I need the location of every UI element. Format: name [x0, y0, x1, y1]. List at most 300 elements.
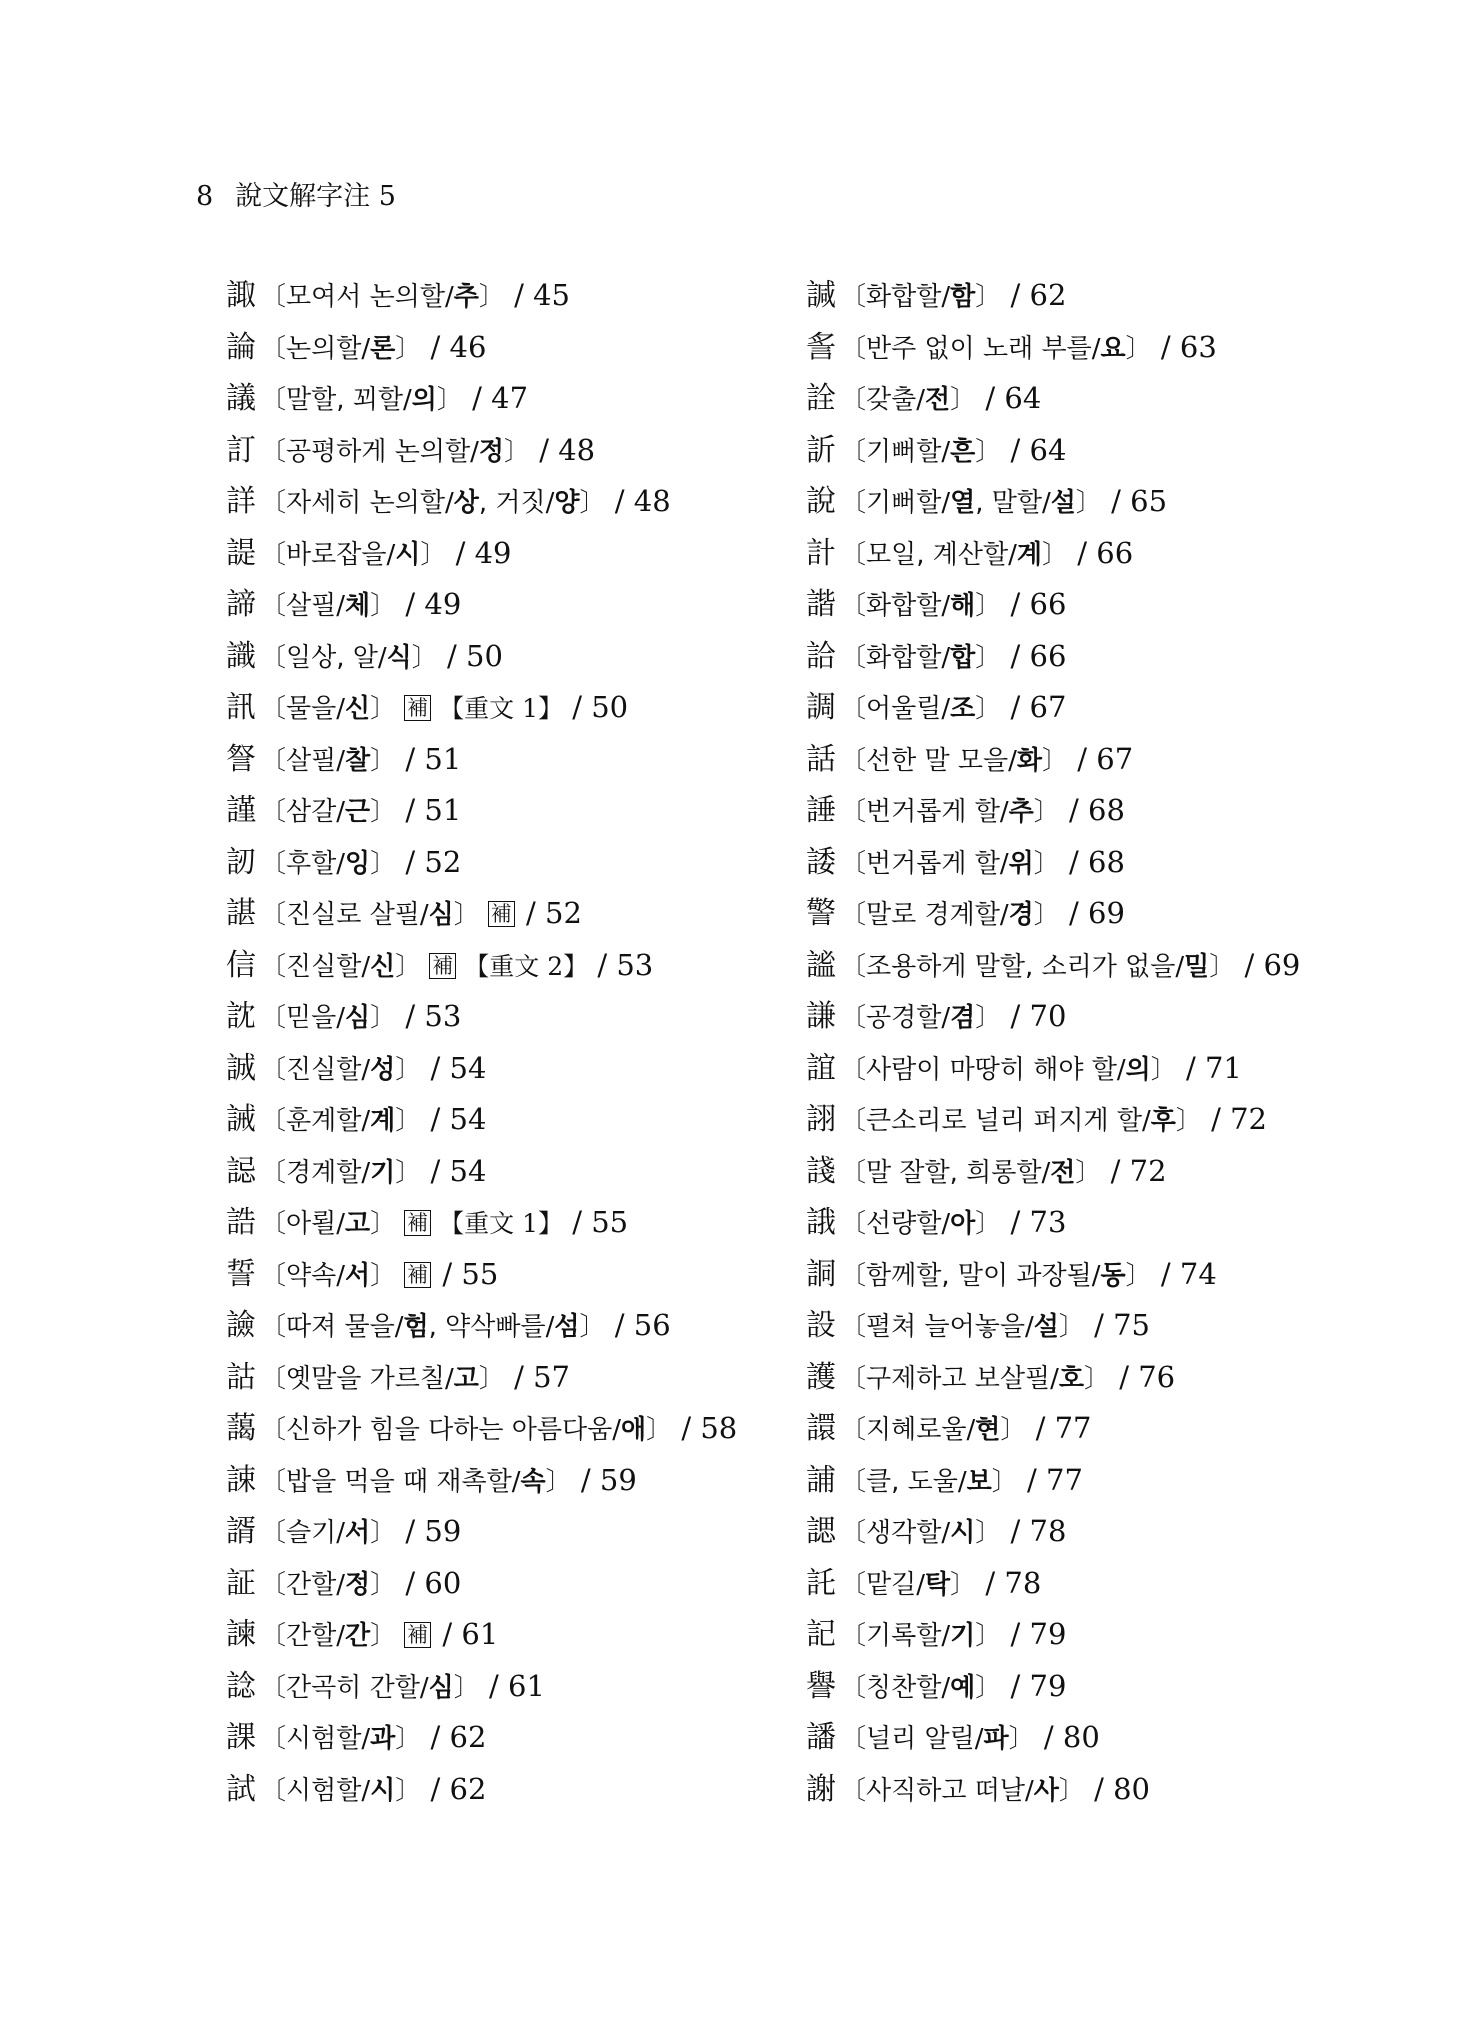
reading-text: 겸 [950, 1003, 976, 1033]
page-ref-number: 80 [1113, 1771, 1151, 1806]
page-ref-number: 59 [424, 1514, 462, 1548]
reading-text: 기 [950, 1621, 976, 1651]
index-entry [226, 1764, 737, 1816]
entry-character: 試 [226, 1771, 256, 1807]
entry-character: 諫 [226, 1617, 256, 1652]
index-entry [806, 476, 1300, 528]
index-entry [226, 425, 737, 477]
entry-character: 謐 [806, 947, 836, 983]
entry-character: 諗 [226, 1668, 256, 1704]
entry-character: 詧 [226, 741, 256, 777]
entry-gloss: 〔클, 도울/보〕 [840, 1466, 1018, 1497]
page-ref: / 67 [1001, 690, 1067, 724]
index-entry [226, 682, 737, 734]
index-entry [806, 1661, 1300, 1713]
variant-count: 【重文 1】 [439, 1209, 564, 1238]
page-ref: / 78 [976, 1565, 1042, 1600]
page-ref-number: 79 [1029, 1617, 1067, 1651]
supplement-mark: 補 [404, 695, 431, 721]
entry-gloss: 〔칭찬할/예〕 [840, 1672, 1002, 1703]
entry-character: 譒 [806, 1720, 836, 1755]
entry-gloss: 〔화합할/합〕 [840, 642, 1002, 673]
reading-text: 고 [453, 1363, 479, 1394]
supplement-mark: 補 [404, 1210, 431, 1236]
reading-text: 보 [966, 1466, 992, 1497]
entry-gloss: 〔시험할/시〕 [260, 1775, 422, 1806]
entry-character: 譣 [226, 1308, 256, 1343]
index-entry [226, 1352, 737, 1404]
index-entry [226, 1197, 737, 1249]
entry-character: 詁 [226, 1359, 256, 1395]
reading-text: 간 [345, 1621, 371, 1651]
page-ref: / 55 [433, 1256, 499, 1291]
gloss-text: 지혜로울 [866, 1415, 967, 1445]
variant-count: 【重文 1】 [439, 694, 564, 723]
page-ref-number: 71 [1204, 1050, 1242, 1085]
entry-gloss: 〔따져 물을/험, 약삭빠를/섬〕 [260, 1312, 606, 1342]
page-ref: / 48 [605, 484, 671, 518]
index-entry [226, 1506, 737, 1558]
index-entry [806, 1506, 1300, 1558]
entry-gloss: 〔아뢸/고〕 [260, 1209, 397, 1239]
page-ref: / 64 [976, 381, 1042, 415]
page-ref: / 80 [1084, 1771, 1151, 1806]
page-ref: / 74 [1151, 1256, 1217, 1291]
gloss-text: 시험할 [286, 1775, 362, 1806]
page-ref: / 53 [396, 999, 462, 1033]
gloss-text: 살필 [286, 745, 337, 776]
page-ref-number: 54 [449, 1153, 487, 1188]
reading-text: 함 [950, 282, 976, 312]
entry-gloss: 〔공평하게 논의할/정〕 [260, 436, 530, 467]
page-ref: / 49 [446, 535, 512, 570]
reading-text: 예 [950, 1672, 976, 1703]
entry-character: 諝 [226, 1514, 256, 1549]
index-entry [226, 270, 737, 322]
gloss-text-2: , 거짓 [478, 488, 546, 518]
gloss-text: 자세히 논의할 [286, 488, 445, 518]
entry-character: 計 [806, 535, 836, 571]
reading-text: 기 [370, 1157, 396, 1188]
reading-text: 흔 [950, 436, 976, 467]
gloss-text: 선한 말 모을 [866, 745, 1009, 776]
entry-gloss: 〔말할, 꾀할/의〕 [260, 385, 463, 415]
reading-text: 조 [950, 694, 976, 724]
reading-text: 찰 [345, 745, 371, 776]
entry-gloss: 〔화합할/함〕 [840, 282, 1002, 312]
gloss-text: 화합할 [866, 591, 942, 621]
reading-text: 동 [1100, 1260, 1126, 1291]
entry-character: 說 [806, 484, 836, 519]
entry-gloss: 〔신하가 힘을 다하는 아름다움/애〕 [260, 1415, 673, 1445]
entry-gloss: 〔시험할/과〕 [260, 1724, 422, 1754]
page-ref: / 73 [1001, 1205, 1067, 1239]
reading-text: 탁 [925, 1569, 951, 1600]
supplement-mark: 補 [488, 901, 515, 927]
gloss-text: 일상, 알 [286, 642, 378, 673]
reading-text: 추 [453, 282, 479, 312]
entry-character: 課 [226, 1720, 256, 1755]
entry-gloss: 〔맡길/탁〕 [840, 1569, 977, 1600]
page-ref: / 58 [672, 1411, 738, 1445]
entry-gloss: 〔화합할/해〕 [840, 591, 1002, 621]
page-ref-number: 72 [1129, 1153, 1167, 1188]
entry-character: 藹 [226, 1411, 256, 1446]
page-ref-number: 52 [424, 844, 462, 879]
reading-text: 시 [370, 1775, 396, 1806]
gloss-text: 간할 [286, 1569, 337, 1600]
gloss-text: 믿을 [286, 1003, 337, 1033]
gloss-text: 말로 경계할 [866, 900, 1000, 930]
gloss-text: 번거롭게 할 [866, 797, 1000, 827]
reading-text: 추 [1008, 797, 1034, 827]
page-ref-number: 53 [616, 947, 654, 982]
entry-character: 譽 [806, 1668, 836, 1704]
entry-gloss: 〔말 잘할, 희롱할/전〕 [840, 1157, 1102, 1188]
page-ref-number: 54 [449, 1050, 487, 1085]
index-entry [806, 270, 1300, 322]
entry-character: 詡 [806, 1102, 836, 1137]
reading-text-2: 양 [554, 488, 580, 518]
page-ref: / 66 [1001, 587, 1067, 621]
gloss-text: 삼갈 [286, 797, 337, 827]
gloss-text: 바로잡을 [286, 539, 387, 570]
page-ref-number: 45 [533, 278, 571, 312]
page-ref-number: 68 [1088, 844, 1125, 879]
entry-character: 誐 [806, 1205, 836, 1240]
page-ref-number: 59 [599, 1462, 637, 1497]
page-ref: / 51 [396, 741, 462, 776]
reading-text: 밀 [1184, 951, 1210, 982]
index-entry [806, 579, 1300, 631]
page-ref: / 59 [396, 1514, 462, 1548]
index-entry [226, 1712, 737, 1764]
entry-gloss: 〔선한 말 모을/화〕 [840, 745, 1069, 776]
gloss-text: 기뻐할 [866, 488, 942, 518]
entry-gloss: 〔바로잡을/시〕 [260, 539, 447, 570]
reading-text: 의 [1125, 1054, 1151, 1085]
page-ref-number: 54 [449, 1102, 487, 1136]
page-ref-number: 69 [1263, 947, 1301, 982]
page-ref-number: 62 [1029, 278, 1067, 312]
page-ref: / 68 [1059, 844, 1125, 879]
reading-text: 심 [428, 900, 454, 930]
page-ref-number: 56 [633, 1308, 671, 1342]
reading-text: 설 [1033, 1312, 1059, 1342]
entry-character: 誥 [226, 1205, 256, 1240]
reading-text: 정 [478, 436, 504, 467]
entry-gloss: 〔말로 경계할/경〕 [840, 900, 1060, 930]
entry-character: 信 [226, 947, 256, 983]
page-ref: / 55 [563, 1205, 629, 1239]
reading-text: 호 [1058, 1363, 1084, 1394]
index-entry [806, 1300, 1300, 1352]
index-entry [806, 1094, 1300, 1146]
gloss-text: 모여서 논의할 [286, 282, 445, 312]
gloss-text: 공경할 [866, 1003, 942, 1033]
reading-text: 서 [345, 1518, 371, 1548]
reading-text: 후 [1150, 1106, 1176, 1136]
page-ref: / 69 [1059, 896, 1125, 930]
entry-character: 識 [226, 638, 256, 674]
entry-character: 論 [226, 329, 256, 365]
index-entry [806, 1043, 1300, 1095]
page-ref-number: 64 [1029, 432, 1067, 467]
index-entry [806, 785, 1300, 837]
page-ref-number: 70 [1029, 999, 1067, 1033]
entry-character: 誧 [806, 1462, 836, 1498]
entry-character: 詷 [806, 1256, 836, 1292]
gloss-text: 화합할 [866, 282, 942, 312]
page-ref: / 77 [1017, 1462, 1083, 1497]
page-ref: / 54 [421, 1102, 487, 1136]
index-entry [226, 579, 737, 631]
entry-character: 証 [226, 1565, 256, 1601]
entry-character: 諴 [806, 278, 836, 313]
supplement-mark: 補 [404, 1622, 431, 1648]
entry-character: 訊 [226, 690, 256, 725]
page-ref-number: 76 [1138, 1359, 1176, 1394]
page-ref-number: 78 [1004, 1565, 1042, 1600]
page-ref-number: 66 [1096, 535, 1134, 570]
entry-gloss: 〔밥을 먹을 때 재촉할/속〕 [260, 1466, 572, 1497]
index-entry [226, 528, 737, 580]
gloss-text: 밥을 먹을 때 재촉할 [286, 1466, 512, 1497]
reading-text: 파 [983, 1724, 1009, 1754]
gloss-text: 구제하고 보살필 [866, 1363, 1051, 1394]
entry-gloss: 〔구제하고 보살필/호〕 [840, 1363, 1110, 1394]
entry-gloss: 〔공경할/겸〕 [840, 1003, 1002, 1033]
page-ref: / 50 [563, 690, 629, 724]
reading-text: 사 [1033, 1775, 1059, 1806]
page-ref-number: 62 [449, 1771, 487, 1806]
page-ref-number: 57 [533, 1359, 571, 1394]
gloss-text: 살필 [286, 591, 337, 621]
entry-gloss: 〔진실로 살필/심〕 [260, 900, 480, 930]
index-entry [226, 1455, 737, 1507]
reading-text: 전 [925, 385, 951, 415]
gloss-text: 말 잘할, 희롱할 [866, 1157, 1042, 1188]
entry-character: 諶 [226, 896, 256, 931]
gloss-text: 아뢸 [286, 1209, 337, 1239]
page-ref: / 61 [479, 1668, 545, 1703]
page-ref: / 52 [396, 844, 462, 879]
gloss-text: 사직하고 떠날 [866, 1775, 1025, 1806]
gloss-text: 큰소리로 널리 퍼지게 할 [866, 1106, 1142, 1136]
entry-gloss: 〔자세히 논의할/상, 거짓/양〕 [260, 488, 606, 518]
entry-character: 誎 [226, 1462, 256, 1498]
page-ref: / 70 [1001, 999, 1067, 1033]
index-entry [806, 1558, 1300, 1610]
entry-character: 謹 [226, 793, 256, 828]
reading-text: 식 [386, 642, 412, 673]
entry-gloss: 〔번거롭게 할/추〕 [840, 797, 1060, 827]
index-entry [806, 1764, 1300, 1816]
page-ref-number: 53 [424, 999, 462, 1033]
variant-count: 【重文 2】 [464, 951, 589, 981]
gloss-text: 갖출 [866, 385, 917, 415]
index-entry [226, 1043, 737, 1095]
gloss-text: 진실할 [286, 1054, 362, 1085]
entry-gloss: 〔기록할/기〕 [840, 1621, 1002, 1651]
gloss-text: 사람이 마땅히 해야 할 [866, 1054, 1117, 1085]
page-ref: / 48 [530, 432, 596, 467]
entry-gloss: 〔선량할/아〕 [840, 1209, 1002, 1239]
page-ref-number: 73 [1029, 1205, 1067, 1239]
page-ref-number: 72 [1230, 1102, 1268, 1136]
index-entry [806, 888, 1300, 940]
index-entry [226, 1403, 737, 1455]
gloss-text: 물을 [286, 694, 337, 724]
gloss-text: 간곡히 간할 [286, 1672, 420, 1703]
gloss-text: 약속 [286, 1260, 337, 1291]
page-ref: / 65 [1101, 484, 1168, 518]
index-entry [806, 1403, 1300, 1455]
reading-text-2: 섬 [554, 1312, 580, 1342]
entry-character: 訂 [226, 432, 256, 468]
index-entry [806, 373, 1300, 425]
page-ref-number: 66 [1029, 587, 1067, 621]
entry-character: 誼 [806, 1050, 836, 1086]
page-ref: / 68 [1059, 793, 1125, 827]
page-ref: / 59 [571, 1462, 637, 1497]
page-ref: / 69 [1235, 947, 1301, 982]
entry-character: 譞 [806, 1411, 836, 1446]
page-ref: / 60 [396, 1565, 462, 1600]
page-ref: / 80 [1034, 1720, 1100, 1754]
page-ref: / 53 [588, 947, 654, 982]
page-ref-number: 50 [466, 638, 503, 673]
page-ref-number: 58 [700, 1411, 738, 1445]
entry-gloss: 〔사람이 마땅히 해야 할/의〕 [840, 1054, 1177, 1085]
entry-gloss: 〔기뻐할/흔〕 [840, 436, 1002, 467]
page-ref: / 64 [1001, 432, 1067, 467]
index-column-left [226, 270, 737, 1815]
page-ref: / 62 [1001, 278, 1067, 312]
entry-character: 誠 [226, 1050, 256, 1086]
entry-gloss: 〔사직하고 떠날/사〕 [840, 1775, 1085, 1806]
gloss-text: 어울릴 [866, 694, 942, 724]
reading-text-2: 설 [1050, 488, 1076, 518]
gloss-text: 경계할 [286, 1157, 362, 1188]
page-ref-number: 60 [424, 1565, 462, 1600]
entry-gloss: 〔슬기/서〕 [260, 1518, 397, 1548]
page-ref: / 66 [1001, 638, 1067, 673]
entry-character: 諦 [226, 587, 256, 622]
page-ref-number: 77 [1046, 1462, 1083, 1497]
page-ref: / 77 [1026, 1411, 1092, 1445]
entry-character: 誋 [226, 1153, 256, 1189]
supplement-mark: 補 [429, 953, 456, 979]
entry-gloss: 〔일상, 알/식〕 [260, 642, 438, 673]
index-entry [226, 991, 737, 1043]
index-entry [806, 940, 1300, 992]
reading-text: 잉 [345, 848, 371, 879]
reading-text: 의 [411, 385, 437, 415]
reading-text: 체 [345, 591, 371, 621]
reading-text: 심 [428, 1672, 454, 1703]
page-ref-number: 61 [508, 1668, 545, 1703]
entry-gloss: 〔지혜로울/현〕 [840, 1415, 1027, 1445]
entry-gloss: 〔번거롭게 할/위〕 [840, 848, 1060, 879]
index-entry [806, 1455, 1300, 1507]
entry-character: 諟 [226, 535, 256, 571]
reading-text: 속 [520, 1466, 546, 1497]
gloss-text: 슬기 [286, 1518, 337, 1548]
page-ref-number: 66 [1029, 638, 1067, 673]
gloss-text: 시험할 [286, 1724, 362, 1754]
entry-character: 警 [806, 896, 836, 931]
running-header [196, 180, 396, 214]
reading-text: 화 [1016, 745, 1043, 776]
page-ref: / 79 [1001, 1617, 1067, 1651]
entry-character: 誓 [226, 1256, 256, 1292]
gloss-text: 따져 물을 [286, 1312, 395, 1342]
book-title: 說文解字注 5 [235, 181, 396, 212]
index-entry [226, 837, 737, 889]
index-entry [226, 1558, 737, 1610]
entry-gloss: 〔진실할/성〕 [260, 1054, 422, 1085]
page-ref: / 47 [462, 381, 529, 415]
page-ref-number: 51 [424, 793, 462, 827]
reading-text: 열 [950, 488, 976, 518]
reading-text: 애 [620, 1415, 647, 1445]
gloss-text: 함께할, 말이 과장될 [866, 1260, 1092, 1291]
reading-text: 상 [453, 488, 479, 518]
reading-text: 서 [345, 1260, 371, 1291]
entry-gloss: 〔살필/체〕 [260, 591, 397, 621]
gloss-text: 맡길 [866, 1569, 917, 1600]
entry-character: 諉 [806, 844, 836, 880]
entry-gloss: 〔물을/신〕 [260, 694, 397, 724]
gloss-text: 클, 도울 [866, 1466, 958, 1497]
gloss-text: 간할 [286, 1621, 337, 1651]
entry-character: 謝 [806, 1771, 836, 1807]
entry-gloss: 〔조용하게 말할, 소리가 없을/밀〕 [840, 951, 1236, 982]
page-ref: / 57 [504, 1359, 571, 1394]
reading-text: 고 [345, 1209, 371, 1239]
entry-character: 誡 [226, 1102, 256, 1137]
reading-text: 전 [1050, 1157, 1076, 1188]
entry-character: 訢 [806, 432, 836, 468]
gloss-text: 선량할 [866, 1209, 942, 1239]
page-ref: / 66 [1068, 535, 1134, 570]
page-ref-number: 49 [424, 587, 462, 621]
index-entry [226, 1661, 737, 1713]
index-entry [226, 1609, 737, 1661]
index-entry [806, 425, 1300, 477]
index-entry [806, 1249, 1300, 1301]
index-entry [226, 1300, 737, 1352]
page-ref-number: 77 [1054, 1411, 1092, 1445]
page-ref: / 50 [437, 638, 503, 673]
page-ref: / 52 [516, 896, 582, 930]
reading-text: 정 [345, 1569, 371, 1600]
reading-text: 험 [403, 1312, 429, 1342]
gloss-text: 신하가 힘을 다하는 아름다움 [286, 1415, 613, 1445]
page-ref: / 46 [421, 329, 487, 364]
index-entry [226, 373, 737, 425]
reading-text: 시 [950, 1518, 976, 1548]
entry-character: 訒 [226, 844, 256, 880]
entry-character: 詮 [806, 381, 836, 416]
reading-text: 위 [1008, 848, 1034, 879]
entry-character: 託 [806, 1565, 836, 1601]
entry-gloss: 〔간곡히 간할/심〕 [260, 1672, 480, 1703]
reading-text: 근 [345, 797, 371, 827]
page-ref-number: 80 [1062, 1720, 1100, 1754]
index-column-right [806, 270, 1300, 1815]
